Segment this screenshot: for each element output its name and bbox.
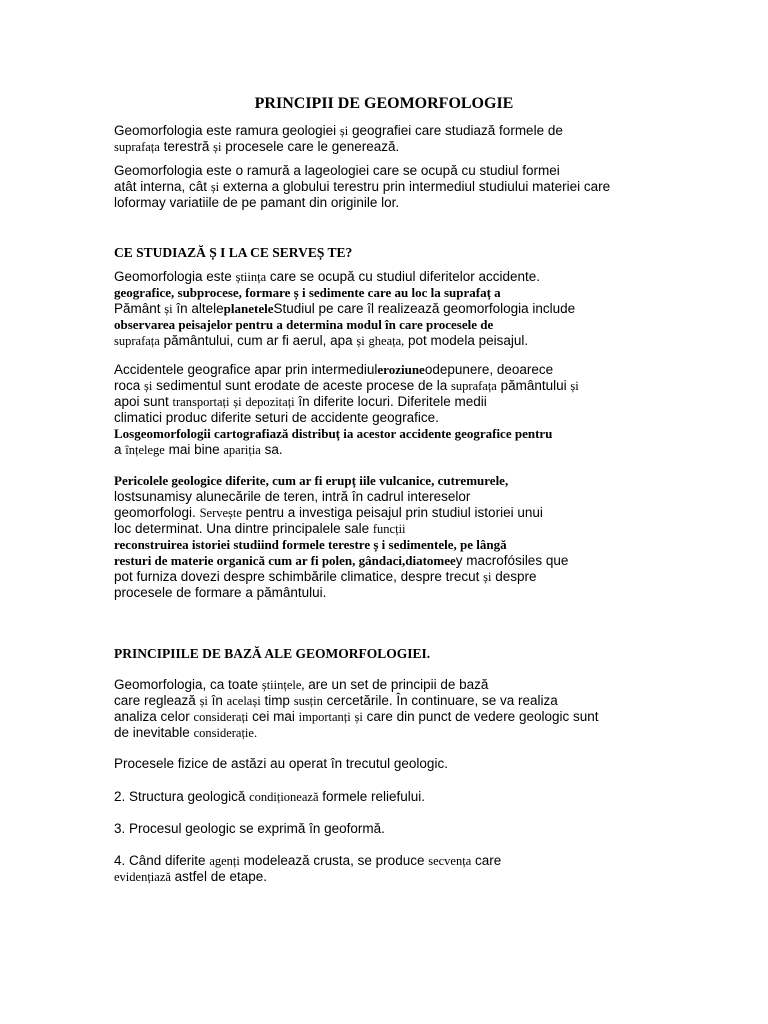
text-segment: cercetările. În continuare, se va realiza [322, 693, 558, 708]
text-segment: resturi de materie organică cum ar fi polen, gândaci,diatomee [114, 553, 456, 568]
text-segment: care din punct de vedere geologic sunt [362, 709, 599, 724]
text-line [114, 394, 674, 410]
text-line [114, 163, 674, 179]
text-segment: și [356, 334, 365, 348]
section1-paragraph-3 [114, 473, 674, 601]
text-segment: Servește [199, 506, 242, 520]
text-segment: în altele [172, 301, 224, 316]
text-line [114, 139, 674, 155]
text-segment: susțin [293, 694, 323, 708]
text-segment: eroziune [377, 362, 425, 377]
section-heading-ce-studiaza: CE STUDIAZĂ Ș I LA CE SERVEȘ TE? [114, 245, 353, 260]
text-segment: procesele care le generează. [221, 139, 400, 154]
text-segment: și [213, 140, 222, 154]
text-segment: importanți [298, 710, 351, 724]
text-segment: geografice, subprocese, formare ș i sedimente care au loc la suprafaț a [114, 285, 501, 300]
text-segment: suprafața [114, 334, 160, 348]
text-segment: transportați [172, 395, 230, 409]
text-segment: Procesele fizice de astăzi au operat în trecutul geologic. [114, 756, 448, 771]
text-segment: de inevitable [114, 725, 194, 740]
text-line [114, 709, 674, 725]
text-segment: considerați [193, 710, 249, 724]
text-segment: reconstruirea istoriei studiind formele terestre ș i sedimentele, pe lângă [114, 537, 507, 552]
text-segment: Geomorfologia, ca toate [114, 677, 262, 692]
text-segment: lostsunamisy alunecările de teren, intră în cadrul intereselor [114, 489, 471, 504]
text-segment: secvența [428, 854, 472, 868]
text-segment: considerație. [193, 726, 258, 740]
text-segment: înțelege [125, 443, 165, 457]
principle-item-2 [114, 789, 674, 805]
text-line [114, 677, 674, 693]
text-line [114, 585, 674, 601]
text-line [114, 442, 674, 458]
text-segment: evidențiază [114, 870, 171, 884]
text-line [114, 426, 674, 442]
text-line [114, 317, 674, 333]
text-segment: Studiul pe care îl realizează geomorfologia include [273, 301, 576, 316]
text-segment: științele, [261, 678, 305, 692]
text-segment: a [114, 442, 126, 457]
text-segment: sedimentul sunt erodate de aceste procese de la [152, 378, 452, 393]
text-line [114, 505, 674, 521]
section2-paragraph-1 [114, 677, 674, 741]
principle-item-3 [114, 821, 674, 837]
text-line [114, 693, 674, 709]
text-segment: Geomorfologia este ramura geologiei [114, 123, 340, 138]
text-segment: și [164, 302, 173, 316]
text-segment: loc determinat. Una dintre principalele sale [114, 521, 373, 536]
text-segment: și [233, 395, 242, 409]
text-line [114, 195, 674, 211]
text-segment: condiționează [249, 790, 319, 804]
text-line [114, 410, 674, 426]
text-segment: știința [235, 270, 267, 284]
text-segment: modelează crusta, se produce [239, 853, 429, 868]
text-segment: timp [260, 693, 294, 708]
text-segment: cei mai [248, 709, 299, 724]
text-segment: același [226, 694, 261, 708]
principle-item-1 [114, 756, 674, 772]
text-segment: atât interna, cât [114, 179, 211, 194]
text-segment: gheața, [368, 334, 405, 348]
text-line [114, 821, 674, 837]
text-line [114, 378, 674, 394]
text-segment: y macrofósiles que [455, 553, 569, 568]
text-segment: Pământ [114, 301, 165, 316]
text-segment: externa a globului terestru prin intermediul studiului materiei care [219, 179, 611, 194]
text-line [114, 537, 674, 553]
text-segment: agenți [209, 854, 240, 868]
text-segment: roca [114, 378, 145, 393]
text-line [114, 473, 674, 489]
section1-paragraph-2 [114, 362, 674, 458]
text-segment: și [570, 379, 579, 393]
text-segment: și [199, 694, 208, 708]
text-segment: în diferite locuri. Diferitele medii [294, 394, 487, 409]
text-segment: Losgeomorfologii cartografiază distribuț ia acestor accidente geografice pentru [114, 426, 553, 441]
text-segment: suprafața [451, 379, 497, 393]
text-segment: geomorfologi. [114, 505, 200, 520]
text-segment: pot furniza dovezi despre schimbările climatice, despre trecut [114, 569, 484, 584]
text-segment: astfel de etape. [170, 869, 267, 884]
text-line [114, 789, 674, 805]
text-segment: loformay variatiile de pe pamant din originile lor. [114, 195, 400, 210]
document-title: PRINCIPII DE GEOMORFOLOGIE [254, 95, 514, 112]
text-line [114, 362, 674, 378]
text-segment: planetele [223, 301, 274, 316]
principle-item-4 [114, 853, 674, 885]
text-segment: analiza celor [114, 709, 194, 724]
text-segment: care se ocupă cu studiul diferitelor accidente. [266, 269, 541, 284]
text-segment: formele reliefului. [318, 789, 426, 804]
text-segment: Pericolele geologice diferite, cum ar fi erupț iile vulcanice, cutremurele, [114, 473, 509, 488]
text-segment: care [471, 853, 502, 868]
text-segment: odepunere, deoarece [424, 362, 554, 377]
text-segment: depozitați [245, 395, 295, 409]
text-segment: pământului, cum ar fi aerul, apa [159, 333, 357, 348]
text-line [114, 553, 674, 569]
text-line [114, 179, 674, 195]
text-line [114, 853, 674, 869]
text-segment: în [207, 693, 227, 708]
text-segment: 3. Procesul geologic se exprimă în geoformă. [114, 821, 385, 836]
text-segment: apariția [223, 443, 261, 457]
text-segment: geografiei care studiază formele de [348, 123, 563, 138]
text-segment: care reglează [114, 693, 200, 708]
text-segment: și [339, 124, 349, 138]
text-segment: are un set de principii de bază [304, 677, 489, 692]
text-segment: Accidentele geografice apar prin intermediul [114, 362, 378, 377]
text-segment: climatici produc diferite seturi de accidente geografice. [114, 410, 439, 425]
text-line [114, 521, 674, 537]
text-line [114, 756, 674, 772]
text-segment: funcții [372, 522, 406, 536]
text-line [114, 333, 674, 349]
section-heading-principiile: PRINCIPIILE DE BAZĂ ALE GEOMORFOLOGIEI. [114, 646, 431, 661]
text-segment: Geomorfologia este [114, 269, 236, 284]
text-segment: suprafața [114, 140, 160, 154]
text-segment: procesele de formare a pământului. [114, 585, 327, 600]
text-segment: Geomorfologia este o ramură a lageologiei care se ocupă cu studiul formei [114, 163, 560, 178]
text-segment: sa. [260, 442, 283, 457]
text-segment: observarea peisajelor pentru a determina modul în care procesele de [114, 317, 494, 332]
text-line [114, 489, 674, 505]
text-line [114, 569, 674, 585]
text-line [114, 725, 674, 741]
text-segment: pământului [496, 378, 571, 393]
text-segment: mai bine [164, 442, 224, 457]
text-line [114, 269, 674, 285]
text-segment: și [210, 180, 220, 194]
text-line [114, 869, 674, 885]
text-segment: 4. Când diferite [114, 853, 210, 868]
text-segment: apoi sunt [114, 394, 173, 409]
text-segment: 2. Structura geologică [114, 789, 250, 804]
text-segment: despre [491, 569, 537, 584]
intro-paragraph-1 [114, 123, 674, 155]
intro-paragraph-2 [114, 163, 674, 211]
text-line [114, 285, 674, 301]
text-segment: pot modela peisajul. [404, 333, 529, 348]
section1-paragraph-1 [114, 269, 674, 349]
text-segment: pentru a investiga peisajul prin studiul istoriei unui [241, 505, 543, 520]
text-segment: terestră [159, 139, 214, 154]
text-line [114, 301, 674, 317]
text-segment: și [144, 379, 153, 393]
text-segment: și [354, 710, 363, 724]
text-line [114, 123, 674, 139]
text-segment: și [483, 570, 492, 584]
